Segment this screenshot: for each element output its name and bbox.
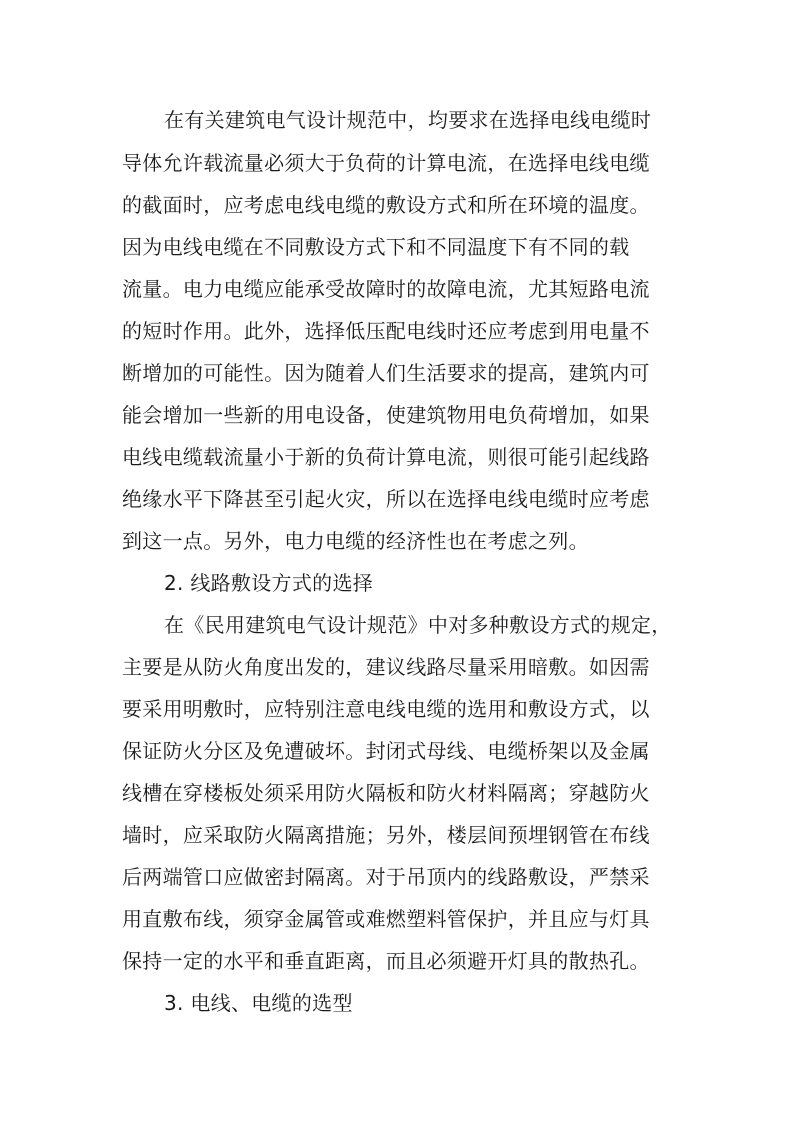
paragraph-line: 的短时作用。此外，选择低压配电线时还应考虑到用电量不 [122,319,650,343]
paragraph-line: 在有关建筑电气设计规范中，均要求在选择电线电缆时 [164,108,652,132]
paragraph-line: 在《民用建筑电气设计规范》中对多种敷设方式的规定， [164,613,672,637]
paragraph-line: 能会增加一些新的用电设备，使建筑物用电负荷增加，如果 [122,403,650,427]
paragraph-line: 要采用明敷时，应特别注意电线电缆的选用和敷设方式，以 [122,697,650,721]
paragraph-line: 电线电缆载流量小于新的负荷计算电流，则很可能引起线路 [122,445,650,469]
paragraph-line: 墙时，应采取防火隔离措施；另外，楼层间预埋钢管在布线 [122,823,650,847]
paragraph-line: 导体允许载流量必须大于负荷的计算电流，在选择电线电缆 [122,151,650,175]
paragraph-line: 断增加的可能性。因为随着人们生活要求的提高，建筑内可 [122,361,650,385]
paragraph-line: 绝缘水平下降甚至引起火灾，所以在选择电线电缆时应考虑 [122,487,650,511]
section-heading: 2. 线路敷设方式的选择 [164,571,374,595]
section-heading: 3. 电线、电缆的选型 [164,991,353,1015]
paragraph-line: 流量。电力电缆应能承受故障时的故障电流，尤其短路电流 [122,277,650,301]
paragraph-line: 因为电线电缆在不同敷设方式下和不同温度下有不同的载 [122,235,630,259]
paragraph-line: 线槽在穿楼板处须采用防火隔板和防火材料隔离；穿越防火 [122,781,650,805]
paragraph-line: 保证防火分区及免遭破坏。封闭式母线、电缆桥架以及金属 [122,739,650,763]
paragraph-line: 保持一定的水平和垂直距离，而且必须避开灯具的散热孔。 [122,949,650,973]
paragraph-line: 主要是从防火角度出发的，建议线路尽量采用暗敷。如因需 [122,655,650,679]
paragraph-line: 后两端管口应做密封隔离。对于吊顶内的线路敷设，严禁采 [122,865,650,889]
paragraph-line: 的截面时，应考虑电线电缆的敷设方式和所在环境的温度。 [122,193,650,217]
paragraph-line: 到这一点。另外，电力电缆的经济性也在考虑之列。 [122,529,589,553]
paragraph-line: 用直敷布线，须穿金属管或难燃塑料管保护，并且应与灯具 [122,907,650,931]
